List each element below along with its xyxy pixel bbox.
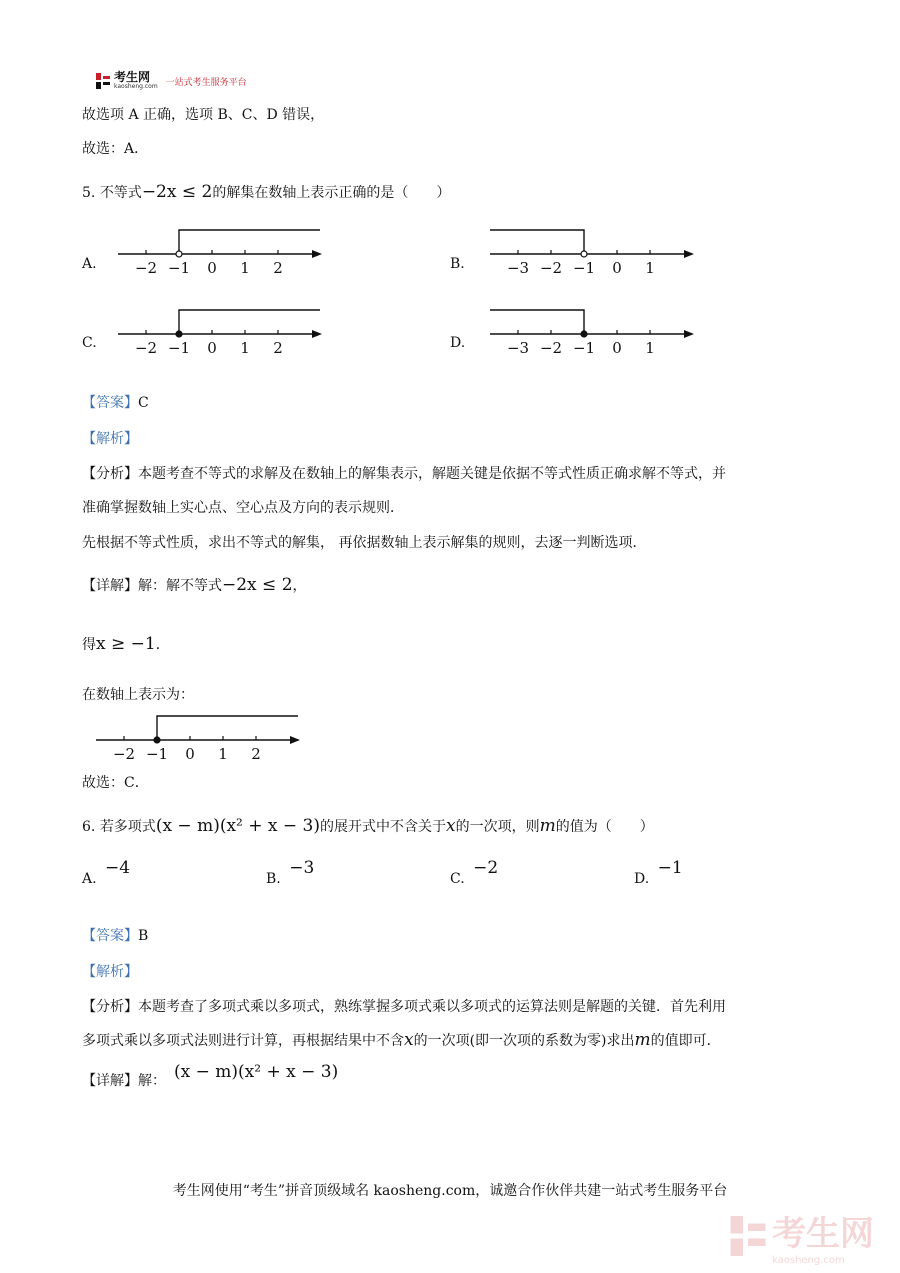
axis-tick-label: 1 <box>218 745 228 763</box>
solid-point <box>154 737 160 743</box>
axis-tick-label: −1 <box>572 339 596 357</box>
axis-tick-label: 0 <box>207 339 217 357</box>
solution-ray <box>179 310 320 334</box>
q6-analysis-tag: 【解析】 <box>82 964 138 980</box>
q5-result-pre: 得 <box>82 637 96 653</box>
q6-fenxi-var-x: x <box>404 1030 414 1050</box>
q5-result-line <box>82 634 170 654</box>
q5-result-expr: x ≥ −1 <box>96 634 156 654</box>
q6-option-c-value: −2 <box>473 858 499 878</box>
axis-arrow-icon <box>312 330 322 338</box>
solution-ray <box>179 230 320 254</box>
axis-arrow-icon <box>312 250 322 258</box>
q6-stem-mid2: 的一次项，则 <box>455 819 540 835</box>
axis-tick-label: 0 <box>612 259 622 277</box>
q6-answer <box>82 925 148 945</box>
q6-fenxi-line1 <box>82 996 726 1016</box>
q5-detail-tag: 【详解】 <box>82 578 138 594</box>
axis-tick-label: −1 <box>167 259 191 277</box>
q6-fenxi-line2-post: 的值即可． <box>650 1033 721 1049</box>
q6-fenxi-line2-mid: 的一次项(即一次项的系数为零)求出 <box>413 1033 635 1049</box>
q6-detail-line <box>82 1062 339 1090</box>
q6-option-a-letter: A. <box>82 871 97 887</box>
q5-option-b-letter: B. <box>450 256 465 272</box>
axis-tick-label: 1 <box>240 259 250 277</box>
axis-tick-label: 1 <box>645 339 655 357</box>
q6-detail-pre: 解： <box>138 1073 166 1089</box>
q6-option-d-letter: D. <box>634 871 650 887</box>
q5-option-b-numberline <box>482 222 702 278</box>
q5-stem <box>82 182 450 202</box>
q5-option-a-letter: A. <box>82 256 97 272</box>
q5-option-d-numberline <box>482 302 702 358</box>
axis-tick-label: −3 <box>506 339 530 357</box>
q6-stem-post: 的值为（ ） <box>555 819 654 835</box>
q6-option-b <box>266 858 315 888</box>
q5-solution-numberline <box>88 708 308 764</box>
q6-detail-tag: 【详解】 <box>82 1073 138 1089</box>
axis-tick-label: 0 <box>185 745 195 763</box>
q5-answer <box>82 392 149 412</box>
logo-slogan: 一站式考生服务平台 <box>165 77 247 88</box>
q6-option-d <box>634 858 683 888</box>
axis-tick-label: 1 <box>645 259 655 277</box>
axis-tick-label: 2 <box>273 259 283 277</box>
axis-tick-label: −3 <box>506 259 530 277</box>
site-logo <box>96 72 247 90</box>
axis-tick-label: −2 <box>134 339 158 357</box>
q6-number: 6. <box>82 819 96 835</box>
axis-arrow-icon <box>290 736 300 744</box>
axis-tick-label: −1 <box>572 259 596 277</box>
q5-answer-tag: 【答案】 <box>82 395 138 411</box>
q6-option-c-letter: C. <box>450 871 465 887</box>
solution-ray <box>490 230 584 254</box>
q5-detail-post: ， <box>292 578 307 594</box>
q6-stem-mid: 的展开式中不含关于 <box>320 819 447 835</box>
q5-option-c-letter: C. <box>82 335 97 351</box>
q6-option-d-value: −1 <box>657 858 683 878</box>
q5-detail-line <box>82 575 307 595</box>
axis-arrow-icon <box>684 330 694 338</box>
watermark-name: 考生网 <box>772 1214 874 1254</box>
solution-ray <box>157 716 298 740</box>
q4-conclusion-line: 故选项 A 正确，选项 B、C、D 错误， <box>82 107 325 123</box>
watermark-url: kaosheng.com <box>772 1255 845 1266</box>
q5-stem-post: 的解集在数轴上表示正确的是（ ） <box>212 185 451 201</box>
q6-option-b-letter: B. <box>266 871 281 887</box>
q4-choice-line: 故选：A． <box>82 141 149 157</box>
q6-stem-expr: (x − m)(x² + x − 3) <box>155 816 321 836</box>
q5-detail-pre: 解：解不等式 <box>138 578 222 594</box>
q6-option-a-value: −4 <box>105 858 131 878</box>
q6-fenxi-text1: 本题考查了多项式乘以多项式，熟练掌握多项式乘以多项式的运算法则是解题的关键．首先利用 <box>138 999 726 1015</box>
q5-fenxi-tag: 【分析】 <box>82 466 138 482</box>
logo-mark-icon <box>96 73 110 89</box>
q6-answer-tag: 【答案】 <box>82 928 138 944</box>
axis-tick-label: 0 <box>207 259 217 277</box>
watermark-logo-icon <box>730 1216 766 1256</box>
q5-fenxi-line1 <box>82 463 726 483</box>
q6-fenxi-line2 <box>82 1030 721 1050</box>
q6-option-b-value: −3 <box>289 858 315 878</box>
q5-fenxi-line3: 先根据不等式性质，求出不等式的解集， 再依据数轴上表示解集的规则，去逐一判断选项． <box>82 535 647 551</box>
axis-tick-label: −2 <box>112 745 136 763</box>
q5-fenxi-line2: 准确掌握数轴上实心点、空心点及方向的表示规则． <box>82 500 404 516</box>
q5-axis-intro: 在数轴上表示为： <box>82 687 194 703</box>
q6-stem <box>82 816 654 836</box>
axis-tick-label: 1 <box>240 339 250 357</box>
page-footer: 考生网使用“考生”拼音顶级域名 kaosheng.com，诚邀合作伙伴共建一站式考生服务平台 <box>172 1183 728 1199</box>
hollow-point <box>581 251 587 257</box>
logo-name: 考生网 <box>114 70 151 84</box>
q6-fenxi-line2-pre: 多项式乘以多项式法则进行计算，再根据结果中不含 <box>82 1033 404 1049</box>
logo-url: kaosheng.com <box>114 83 158 90</box>
axis-arrow-icon <box>684 250 694 258</box>
solution-ray <box>490 310 584 334</box>
q6-answer-value: B <box>138 928 149 944</box>
axis-tick-label: 0 <box>612 339 622 357</box>
q5-option-c-numberline <box>110 302 330 358</box>
q5-result-post: ． <box>155 637 170 653</box>
q6-stem-var-m: m <box>539 816 556 836</box>
axis-tick-label: −2 <box>539 259 563 277</box>
q5-detail-expr: −2x ≤ 2 <box>222 575 293 595</box>
q6-fenxi-var-m: m <box>634 1030 651 1050</box>
q5-conclusion: 故选：C． <box>82 775 149 791</box>
q6-fenxi-tag: 【分析】 <box>82 999 138 1015</box>
solid-point <box>581 331 587 337</box>
q6-stem-var-x: x <box>446 816 456 836</box>
q5-option-a-numberline <box>110 222 330 278</box>
axis-tick-label: 2 <box>273 339 283 357</box>
q5-number: 5. <box>82 185 96 201</box>
axis-tick-label: −1 <box>145 745 169 763</box>
q6-option-a <box>82 858 131 888</box>
axis-tick-label: −2 <box>539 339 563 357</box>
q6-option-c <box>450 858 499 888</box>
q5-analysis-tag: 【解析】 <box>82 431 138 447</box>
q5-option-d-letter: D. <box>450 335 466 351</box>
solid-point <box>176 331 182 337</box>
q5-answer-value: C <box>138 395 149 411</box>
hollow-point <box>176 251 182 257</box>
q6-stem-pre: 若多项式 <box>99 819 156 835</box>
q5-fenxi-text1: 本题考查不等式的求解及在数轴上的解集表示，解题关键是依据不等式性质正确求解不等式，并 <box>138 466 726 482</box>
watermark <box>730 1206 874 1266</box>
q6-detail-expr: (x − m)(x² + x − 3) <box>174 1062 339 1082</box>
axis-tick-label: −1 <box>167 339 191 357</box>
q5-stem-expr: −2x ≤ 2 <box>141 182 213 202</box>
axis-tick-label: 2 <box>251 745 261 763</box>
axis-tick-label: −2 <box>134 259 158 277</box>
q5-stem-pre: 不等式 <box>99 185 142 201</box>
